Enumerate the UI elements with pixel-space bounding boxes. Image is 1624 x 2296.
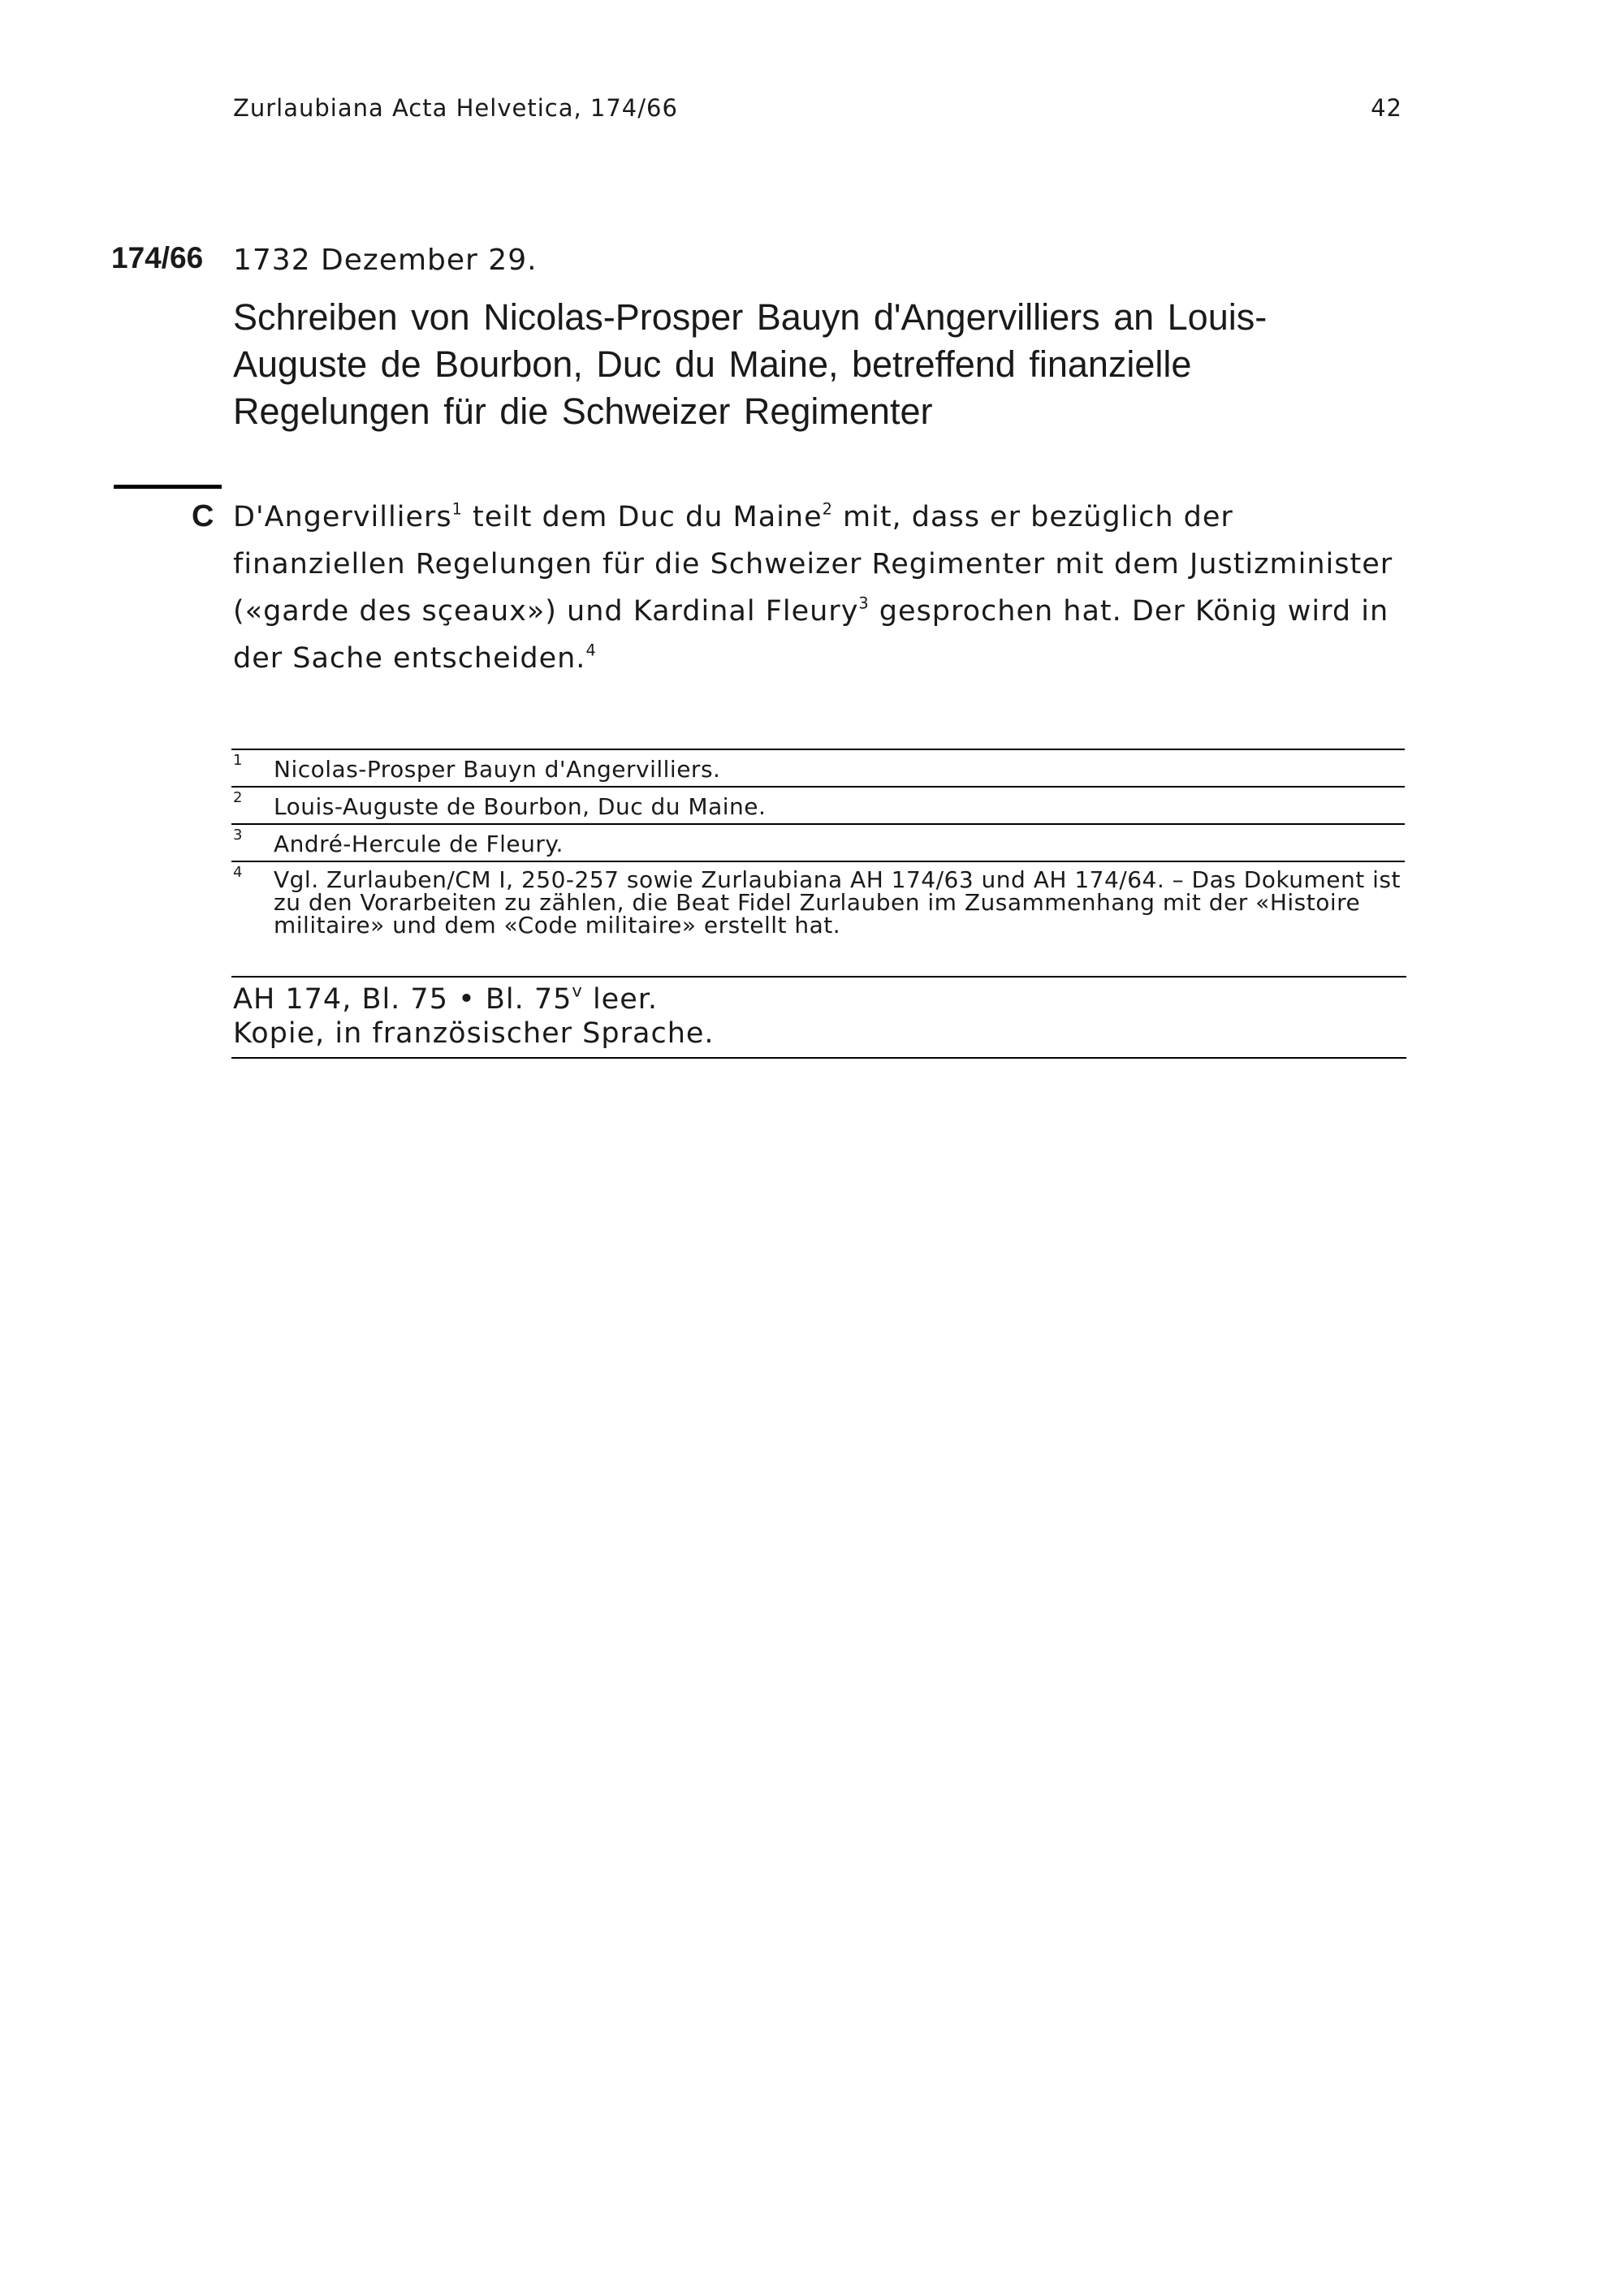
footnote-ref-3[interactable]: 3 (858, 593, 870, 613)
footnote (231, 749, 1405, 786)
summary-text-3: mit, dass er bezüglich der finanziellen Regelungen für die Schweizer Regimenter mit dem Justizminister («garde des sçeaux») und Kardinal Fleury (233, 501, 1393, 628)
footnote-text: Nicolas-Prosper Bauyn d'Angervilliers. (274, 756, 721, 783)
summary-text-4: gesprochen hat. Der König wird in der Sache entscheiden. (233, 595, 1389, 675)
footnote-mark: 4 (233, 864, 243, 881)
document-number: 174/66 (111, 241, 204, 274)
running-header (233, 94, 1402, 127)
source-line-2: Kopie, in französischer Sprache. (233, 1017, 715, 1050)
summary-paragraph (233, 494, 1402, 682)
document-title: Schreiben von Nicolas-Prosper Bauyn d'Angervilliers an Louis-Auguste de Bourbon, Duc du Maine, betreffend finanzielle Regelungen für die Schweizer Regimenter (233, 296, 1268, 432)
summary-text-1: D'Angervilliers (233, 501, 452, 533)
footnote-text: Louis-Auguste de Bourbon, Duc du Maine. (274, 793, 767, 820)
footnote-text: André-Hercule de Fleury. (274, 831, 564, 857)
footnote (231, 786, 1405, 823)
page-number: 42 (1371, 94, 1402, 122)
footnote-ref-4[interactable]: 4 (585, 641, 597, 660)
footnote-mark: 2 (233, 789, 243, 806)
document-date: 1732 Dezember 29. (233, 244, 538, 277)
running-title: Zurlaubiana Acta Helvetica, 174/66 (233, 94, 678, 122)
verso-mark: v (572, 981, 583, 1001)
source-shelfmark-note: leer. (582, 983, 659, 1016)
footnote-text: Vgl. Zurlauben/CM I, 250-257 sowie Zurlaubiana AH 174/63 und AH 174/64. – Das Dokument ist zu den Vorarbeiten zu zählen, die Beat Fidel Zurlauben im Zusammenhang mit der «Histoire militaire» und dem «Code militaire» erstellt hat. (274, 866, 1402, 939)
footnote-ref-1[interactable]: 1 (451, 499, 463, 519)
footnote-ref-2[interactable]: 2 (822, 499, 833, 519)
footnote (231, 823, 1405, 861)
footnote-mark: 1 (233, 752, 243, 769)
footnote-mark: 3 (233, 826, 243, 844)
summary-text-2: teilt dem Duc du Maine (462, 501, 823, 533)
margin-rule (114, 485, 222, 489)
source-note (231, 976, 1406, 1059)
margin-letter: C (192, 499, 214, 533)
source-shelfmark: AH 174, Bl. 75 • Bl. 75 (233, 983, 572, 1016)
footnotes (231, 749, 1405, 952)
footnote (231, 861, 1405, 952)
source-line-1 (233, 982, 1406, 1016)
